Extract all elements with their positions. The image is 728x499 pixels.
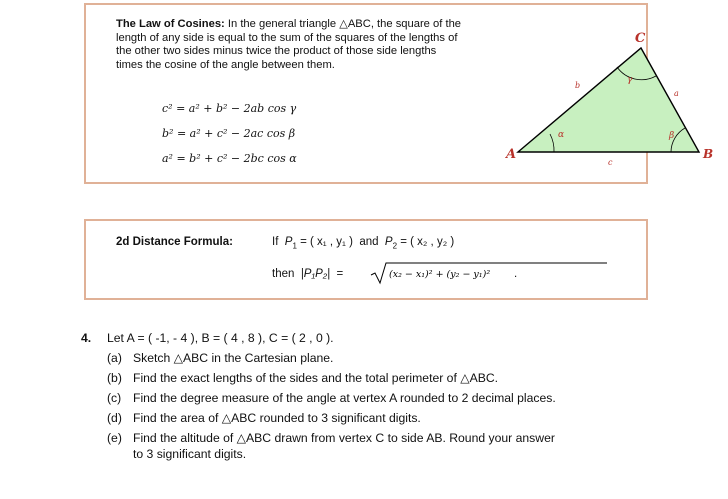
side-b-label: b xyxy=(575,81,581,90)
distance-formula-radical xyxy=(369,260,609,286)
problem-statement: Let A = ( -1, - 4 ), B = ( 4 , 8 ), C = ( 2 , 0 ). xyxy=(107,331,334,345)
part-e-continuation: to 3 significant digits. xyxy=(133,447,247,461)
part-a-label: (a) xyxy=(107,351,122,365)
law-of-cosines-text xyxy=(116,18,461,72)
then-word: then xyxy=(272,268,295,280)
part-e-text: Find the altitude of △ABC drawn from vertex C to side AB. Round your answer xyxy=(133,431,555,445)
part-a-text: Sketch △ABC in the Cartesian plane. xyxy=(133,351,334,365)
law-of-cosines-description: In the general triangle △ABC, the square of the length of any side is equal to the sum of the squares of the lengths of the other two sides minus twice the product of those side lengths times the cosine of the angle between them. xyxy=(116,18,462,71)
angle-gamma-label: γ xyxy=(627,75,633,85)
formula-period: . xyxy=(514,268,518,280)
side-c-label: c xyxy=(608,158,613,167)
part-b-text: Find the exact lengths of the sides and the total perimeter of △ABC. xyxy=(133,371,499,385)
angle-beta-label: β xyxy=(669,131,675,141)
problem-part-b xyxy=(107,371,498,385)
law-of-cosines-title: The Law of Cosines: xyxy=(116,18,225,30)
problem-part-c xyxy=(107,391,556,405)
p1-name: P xyxy=(284,236,293,248)
problem-number: 4. xyxy=(81,331,92,345)
distance-formula-then-line xyxy=(272,268,343,280)
distance-formula-box xyxy=(84,219,648,300)
part-d-label: (d) xyxy=(107,411,122,425)
vertex-b-label: B xyxy=(703,147,714,161)
part-d-text: Find the area of △ABC rounded to 3 significant digits. xyxy=(133,411,421,425)
if-word: If xyxy=(272,236,279,248)
distance-formula-if-line: If $P_1$ = ( x₁ , y₁ ) and $P_2$ = ( x₂ , y₂ ) xyxy=(272,236,455,251)
vertex-c-label: C xyxy=(635,31,646,46)
part-c-label: (c) xyxy=(107,391,122,405)
p2-name: P xyxy=(384,236,393,248)
p1-sub: 1 xyxy=(292,241,297,251)
p1-coords: ( x₁ , y₁ ) xyxy=(310,236,353,248)
part-e-label: (e) xyxy=(107,431,122,445)
distance-formula-title: 2d Distance Formula: xyxy=(116,236,233,248)
problem-part-d xyxy=(107,411,421,425)
equation-b: b² = a² + c² − 2ac cos β xyxy=(162,127,296,140)
part-b-label: (b) xyxy=(107,371,122,385)
p2-sub: 2 xyxy=(392,241,398,251)
side-a-label: a xyxy=(674,89,679,98)
problem-part-e xyxy=(107,431,555,445)
radicand-text: (x₂ − x₁)² + (y₂ − y₁)² xyxy=(389,269,491,280)
equals-sign: = xyxy=(336,268,344,280)
law-of-cosines-box xyxy=(84,3,714,184)
vertex-a-label: A xyxy=(506,147,517,162)
triangle-diagram xyxy=(506,30,728,170)
equation-a: a² = b² + c² − 2bc cos α xyxy=(162,152,297,165)
equation-c: c² = a² + b² − 2ab cos γ xyxy=(162,102,297,115)
problem-part-a xyxy=(107,351,333,365)
p2-coords: ( x₂ , y₂ ) xyxy=(410,236,455,248)
distance-lhs: |P₁P₂| xyxy=(300,268,331,280)
and-word: and xyxy=(359,236,379,248)
angle-alpha-label: α xyxy=(558,130,565,140)
part-c-text: Find the degree measure of the angle at vertex A rounded to 2 decimal places. xyxy=(133,391,556,405)
